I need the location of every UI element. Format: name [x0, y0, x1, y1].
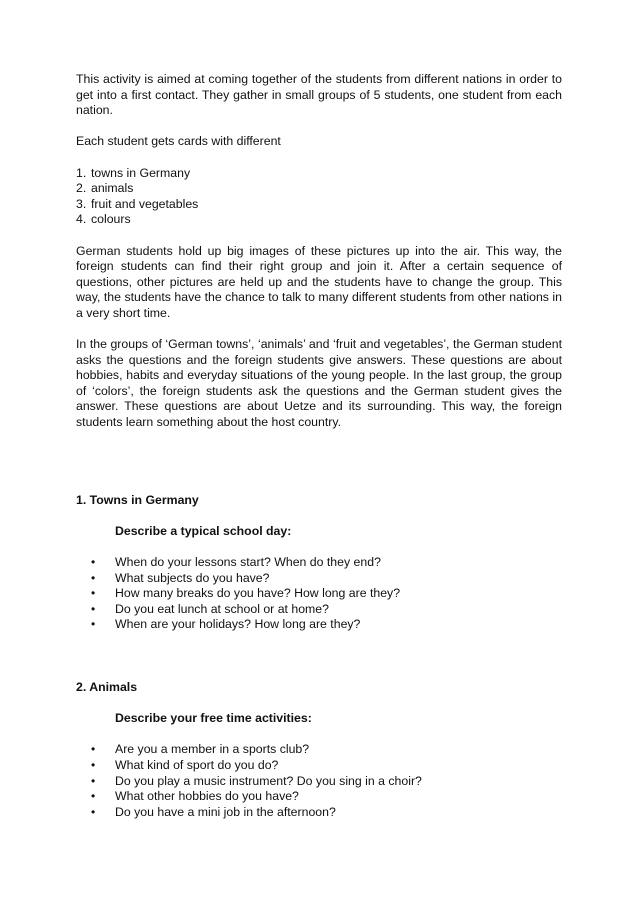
list-number: 1. — [76, 165, 87, 180]
list-item-text: animals — [91, 181, 134, 196]
list-item — [91, 555, 562, 571]
list-item — [76, 166, 562, 182]
bullet-icon: • — [91, 757, 96, 772]
question-text: Do you play a music instrument? Do you sing in a choir? — [115, 773, 422, 788]
list-item — [76, 197, 562, 213]
intro-paragraph-1: This activity is aimed at coming together of the students from different nations in order to get into a first contact. They gather in small groups of 5 students, one student from each nation. — [76, 72, 562, 118]
intro-paragraph-2: Each student gets cards with different — [76, 134, 281, 149]
list-item — [91, 742, 562, 758]
list-item — [91, 571, 562, 587]
list-item — [91, 774, 562, 790]
bullet-icon: • — [91, 742, 96, 757]
section-title-animals: 2. Animals — [76, 680, 138, 694]
question-list-school-day — [76, 555, 562, 633]
list-item — [91, 758, 562, 774]
section-subheading-free-time: Describe your free time activities: — [115, 711, 312, 726]
bullet-icon: • — [91, 601, 96, 616]
list-item — [91, 805, 562, 821]
question-text: Do you have a mini job in the afternoon? — [115, 804, 336, 819]
list-number: 4. — [76, 212, 87, 227]
list-item — [76, 212, 562, 228]
bullet-icon: • — [91, 555, 96, 570]
section-title-towns: 1. Towns in Germany — [76, 492, 199, 507]
list-item-text: colours — [91, 212, 131, 227]
list-item — [91, 617, 562, 633]
question-text: Do you eat lunch at school or at home? — [115, 601, 329, 616]
bullet-icon: • — [91, 804, 96, 819]
question-text: What other hobbies do you have? — [115, 789, 299, 804]
list-item — [91, 789, 562, 805]
list-item — [76, 181, 562, 197]
list-item-text: towns in Germany — [91, 165, 191, 180]
section-subheading-school-day: Describe a typical school day: — [115, 523, 292, 538]
question-text: When are your holidays? How long are they? — [115, 617, 361, 632]
list-number: 2. — [76, 181, 87, 196]
question-text: What subjects do you have? — [115, 570, 270, 585]
list-item-text: fruit and vegetables — [91, 196, 199, 211]
question-text: How many breaks do you have? How long are they? — [115, 586, 401, 601]
bullet-icon: • — [91, 570, 96, 585]
question-text: When do your lessons start? When do they end? — [115, 555, 381, 570]
card-list — [76, 166, 562, 228]
bullet-icon: • — [91, 773, 96, 788]
document-page — [76, 72, 562, 820]
question-text: What kind of sport do you do? — [115, 757, 279, 772]
question-text: Are you a member in a sports club? — [115, 742, 310, 757]
list-item — [91, 586, 562, 602]
question-list-free-time — [76, 742, 562, 820]
intro-paragraph-4: In the groups of ‘German towns’, ‘animals’ and ‘fruit and vegetables’, the German student asks the questions and the foreign students give answers. These questions are about hobbies, habits and everyday situations of the young people. In the last group, the group of ‘colors’, the foreign students ask the questions and the German student gives the answer. These questions are about Uetze and its surrounding. This way, the foreign students learn something about the host country. — [76, 337, 562, 430]
bullet-icon: • — [91, 586, 96, 601]
list-number: 3. — [76, 196, 87, 211]
intro-paragraph-3: German students hold up big images of these pictures up into the air. This way, the foreign students can find their right group and join it. After a certain sequence of questions, other pictures are held up and the students have to change the group. This way, the students have the chance to talk to many different students from other nations in a very short time. — [76, 243, 562, 320]
bullet-icon: • — [91, 789, 96, 804]
bullet-icon: • — [91, 617, 96, 632]
list-item — [91, 602, 562, 618]
